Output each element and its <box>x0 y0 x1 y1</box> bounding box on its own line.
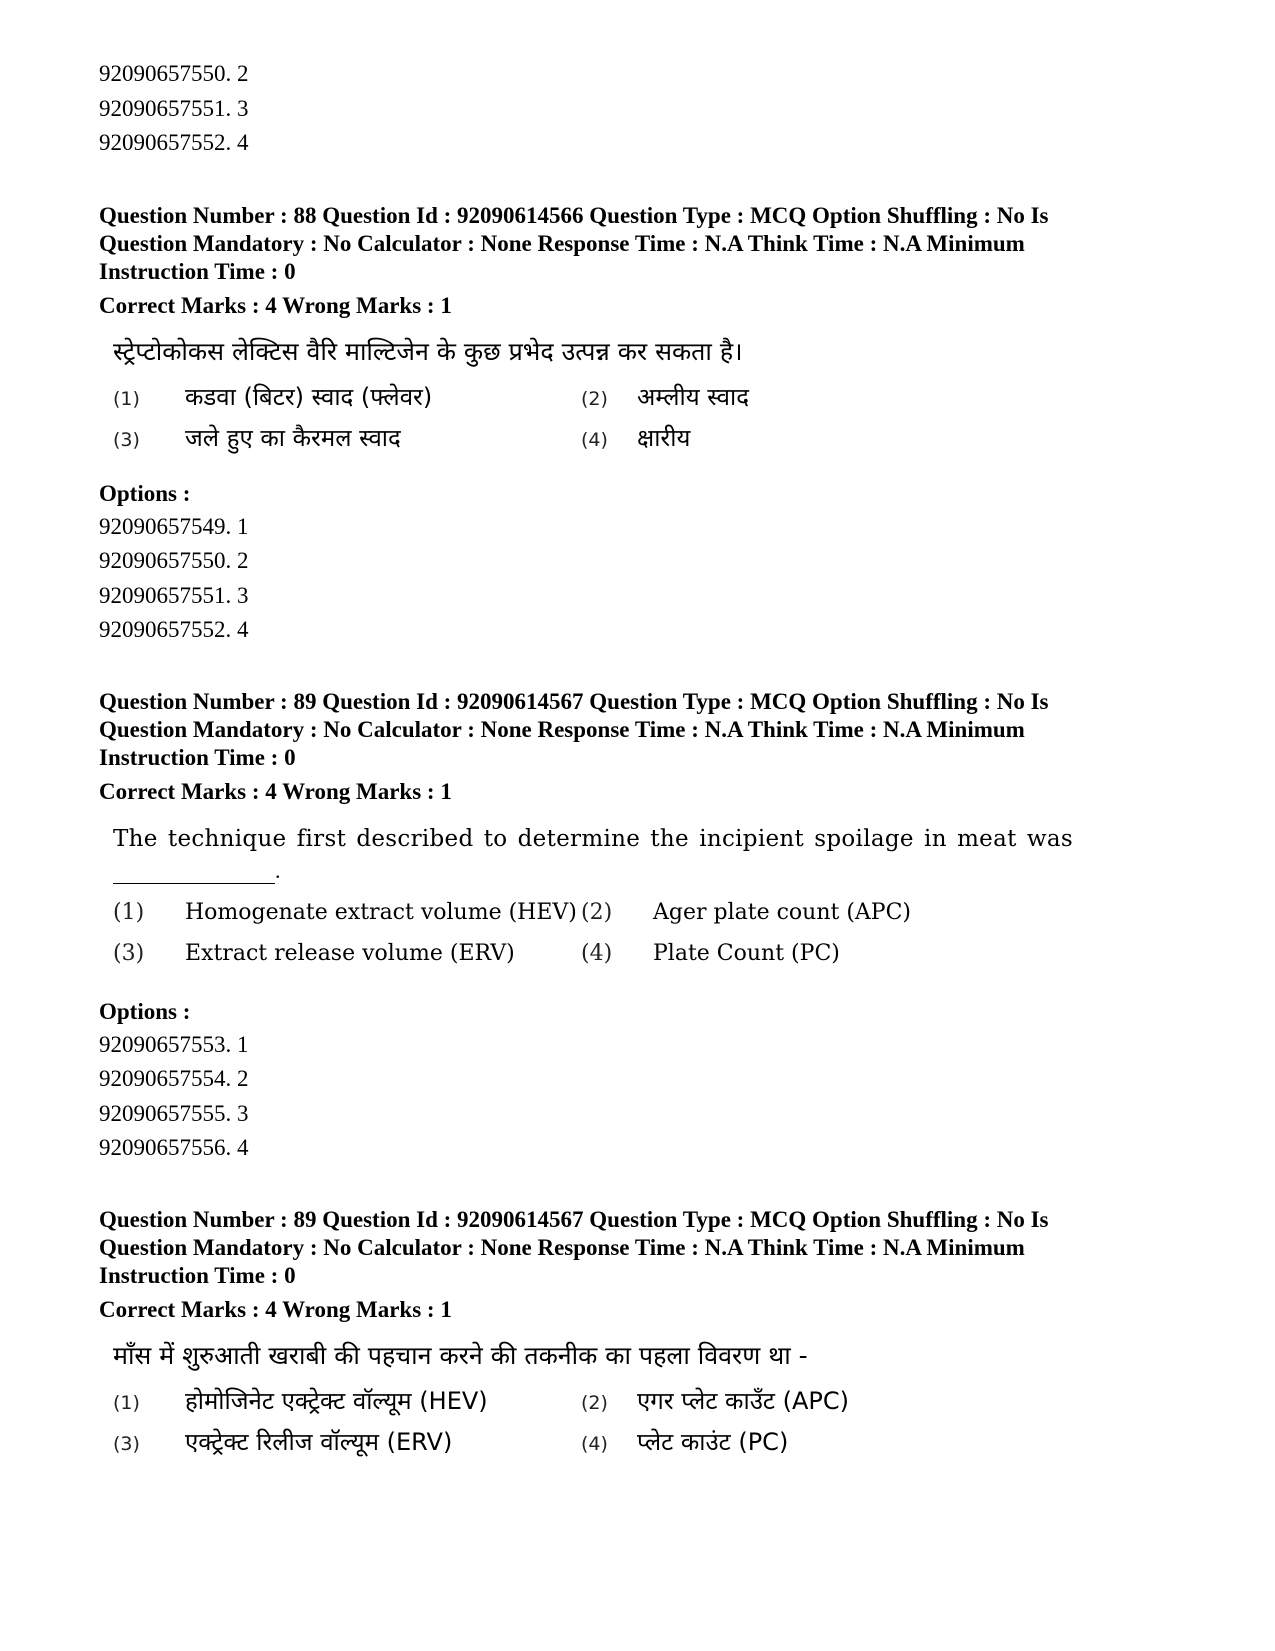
choice-number: (1) <box>113 387 140 410</box>
choice-number: (2) <box>581 1391 608 1414</box>
choice-number: (3) <box>113 428 140 451</box>
options-heading: Options : <box>99 480 191 506</box>
question-block <box>99 1206 1189 1466</box>
question-content <box>113 332 1073 462</box>
choice-number: (4) <box>581 1432 608 1455</box>
choice-number: (4) <box>581 940 613 966</box>
choice-text: एगर प्लेट काउँट (APC) <box>637 1386 849 1415</box>
option-line: 92090657553. 1 <box>99 1031 249 1057</box>
choice-text: होमोजिनेट एक्ट्रेक्ट वॉल्यूम (HEV) <box>185 1386 488 1415</box>
question-meta-line: Instruction Time : 0 <box>99 1262 296 1288</box>
choice-number: (3) <box>113 940 145 966</box>
choice-text: जले हुए का कैरमल स्वाद <box>185 423 401 452</box>
option-line: 92090657551. 3 <box>99 582 249 608</box>
answer-blank: . <box>113 858 1073 888</box>
choice-number: (1) <box>113 899 145 925</box>
question-meta-line: Question Number : 88 Question Id : 92090614566 Question Type : MCQ Option Shuffling : No Is <box>99 202 1049 228</box>
question-marks: Correct Marks : 4 Wrong Marks : 1 <box>99 778 452 804</box>
question-meta-line: Question Mandatory : No Calculator : None Response Time : N.A Think Time : N.A Minimum <box>99 1234 1025 1260</box>
choice-row <box>113 1384 1073 1425</box>
option-line: 92090657552. 4 <box>99 617 249 642</box>
option-line: 92090657556. 4 <box>99 1135 249 1160</box>
question-meta-line: Question Mandatory : No Calculator : None Response Time : N.A Think Time : N.A Minimum <box>99 716 1025 742</box>
choice-number: (1) <box>113 1391 140 1414</box>
question-stem: The technique first described to determine the incipient spoilage in meat was <box>113 825 1073 852</box>
choice-number: (2) <box>581 899 613 925</box>
question-content <box>113 822 1073 982</box>
choice-text: अम्लीय स्वाद <box>637 382 749 411</box>
option-line: 92090657549. 1 <box>99 513 249 539</box>
choice-number: (3) <box>113 1432 140 1455</box>
option-line: 92090657550. 2 <box>99 548 249 573</box>
choice-row <box>113 941 1073 982</box>
question-meta-line: Instruction Time : 0 <box>99 258 296 284</box>
document-page <box>99 57 1189 1480</box>
option-line: 92090657550. 2 <box>99 61 249 86</box>
choice-text: Ager plate count (APC) <box>653 899 912 925</box>
choice-number: (4) <box>581 428 608 451</box>
option-line: 92090657554. 2 <box>99 1066 249 1091</box>
options-heading: Options : <box>99 998 191 1024</box>
choice-text: कडवा (बिटर) स्वाद (फ्लेवर) <box>185 382 433 411</box>
question-meta-line: Question Number : 89 Question Id : 92090614567 Question Type : MCQ Option Shuffling : No Is <box>99 688 1049 714</box>
choice-row <box>113 380 1073 421</box>
blank-line <box>113 861 275 884</box>
previous-options-list <box>99 57 1189 161</box>
choice-text: Plate Count (PC) <box>653 940 840 966</box>
question-marks: Correct Marks : 4 Wrong Marks : 1 <box>99 1296 452 1322</box>
question-meta-line: Instruction Time : 0 <box>99 744 296 770</box>
option-line: 92090657555. 3 <box>99 1100 249 1126</box>
choice-text: Extract release volume (ERV) <box>185 940 515 966</box>
choice-row <box>113 900 1073 941</box>
choice-text: क्षारीय <box>637 423 691 452</box>
choice-row <box>113 421 1073 462</box>
choice-row <box>113 1425 1073 1466</box>
choice-text: Homogenate extract volume (HEV) <box>185 899 577 925</box>
question-stem: स्ट्रेप्टोकोकस लेक्टिस वैरि माल्टिजेन के कुछ प्रभेद उत्पन्न कर सकता है। <box>113 336 743 366</box>
question-block <box>99 688 1189 1166</box>
question-meta-line: Question Mandatory : No Calculator : None Response Time : N.A Think Time : N.A Minimum <box>99 230 1025 256</box>
question-content <box>113 1336 1073 1466</box>
question-meta-line: Question Number : 89 Question Id : 92090614567 Question Type : MCQ Option Shuffling : No Is <box>99 1206 1049 1232</box>
choice-number: (2) <box>581 387 608 410</box>
choice-text: प्लेट काउंट (PC) <box>637 1427 789 1456</box>
question-marks: Correct Marks : 4 Wrong Marks : 1 <box>99 292 452 318</box>
question-block <box>99 202 1189 648</box>
choice-text: एक्ट्रेक्ट रिलीज वॉल्यूम (ERV) <box>185 1427 453 1456</box>
option-line: 92090657551. 3 <box>99 95 249 121</box>
option-line: 92090657552. 4 <box>99 130 249 155</box>
question-stem: माँस में शुरुआती खराबी की पहचान करने की तकनीक का पहला विवरण था - <box>113 1340 808 1370</box>
